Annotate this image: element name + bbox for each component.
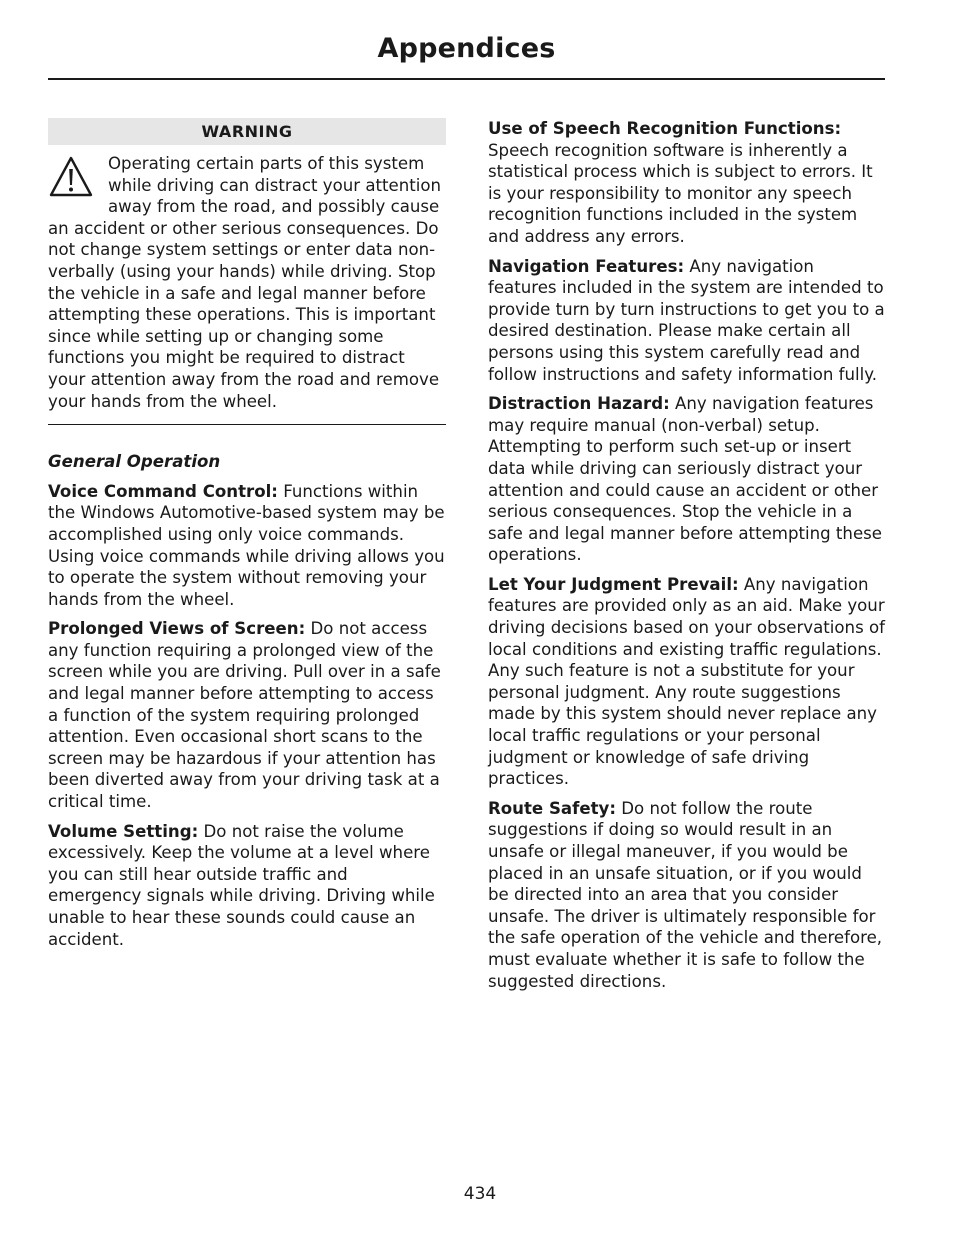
paragraph-text: Any navigation features may require manual (non-verbal) setup. Attempting to perform such set-up or insert data while driving can seriously distract your attention and could cause an accident or other serious consequences. Stop the vehicle in a safe and legal manner before attempting these operations. xyxy=(488,394,883,565)
warning-box xyxy=(48,118,446,425)
paragraph-route-safety xyxy=(488,798,886,992)
paragraph-voice-command xyxy=(48,481,446,611)
paragraph-prolonged-views xyxy=(48,618,446,812)
paragraph-speech-recognition xyxy=(488,118,886,248)
term-label: Route Safety: xyxy=(488,798,616,818)
right-column xyxy=(488,118,886,1000)
paragraph-navigation-features xyxy=(488,256,886,386)
paragraph-text: Functions within the Windows Automotive-based system may be accomplished using only voice commands. Using voice commands while driving allows you to operate the system without removing your hands from the wheel. xyxy=(48,481,445,609)
warning-triangle-icon xyxy=(48,154,94,200)
left-column xyxy=(48,118,446,958)
warning-label: WARNING xyxy=(48,118,446,145)
page-header xyxy=(48,26,885,80)
term-label: Navigation Features: xyxy=(488,256,685,276)
term-label: Use of Speech Recognition Functions: xyxy=(488,119,842,138)
paragraph-text: Do not access any function requiring a prolonged view of the screen while you are driving. Pull over in a safe and legal manner before attempting to access a function of the system requiring prolonged attention. Even occasional short scans to the screen may be hazardous if your attention has been diverted away from your driving task at a critical time. xyxy=(48,619,441,812)
paragraph-text: Any navigation features included in the system are intended to provide turn by turn instructions to get you to a desired destination. Please make certain all persons using this system carefully read and follow instructions and safety information fully. xyxy=(488,256,885,384)
term-label: Voice Command Control: xyxy=(48,481,278,501)
paragraph-volume-setting xyxy=(48,821,446,951)
page-title: Appendices xyxy=(377,33,556,64)
page-number: 434 xyxy=(463,1184,497,1204)
warning-body xyxy=(48,153,446,425)
section-title: General Operation xyxy=(48,452,221,472)
warning-text: Operating certain parts of this system while driving can distract your attention away from the road, and possibly cause an accident or other serious consequences. Do not change system settings or enter data non-verbally (using your hands) while driving. Stop the vehicle in a safe and legal manner before attempting these operations. This is important since while setting up or changing some functions you might be required to distract your attention away from the road and remove your hands from the wheel. xyxy=(48,154,442,411)
paragraph-text: Do not raise the volume excessively. Keep the volume at a level where you can still hear outside traffic and emergency signals while driving. Driving while unable to hear these sounds could cause an accident. xyxy=(48,821,435,949)
paragraph-text: Do not follow the route suggestions if doing so would result in an unsafe or illegal maneuver, if you would be placed in an unsafe situation, or if you would be directed into an area that you consider unsafe. The driver is ultimately responsible for the safe operation of the vehicle and therefore, must evaluate whether it is safe to follow the suggested directions. xyxy=(488,798,883,991)
paragraph-text: Speech recognition software is inherently a statistical process which is subject to errors. It is your responsibility to monitor any speech recognition functions included in the system and address any errors. xyxy=(488,140,873,246)
term-label: Distraction Hazard: xyxy=(488,394,670,414)
term-label: Let Your Judgment Prevail: xyxy=(488,574,739,594)
paragraph-text: Any navigation features are provided only as an aid. Make your driving decisions based on your observations of local conditions and existing traffic regulations. Any such feature is not a substitute for your personal judgment. Any route suggestions made by this system should never replace any local traffic regulations or your personal judgment or knowledge of safe driving practices. xyxy=(488,574,885,789)
paragraph-distraction-hazard xyxy=(488,393,886,566)
term-label: Volume Setting: xyxy=(48,821,199,841)
term-label: Prolonged Views of Screen: xyxy=(48,619,306,639)
paragraph-judgment xyxy=(488,574,886,790)
